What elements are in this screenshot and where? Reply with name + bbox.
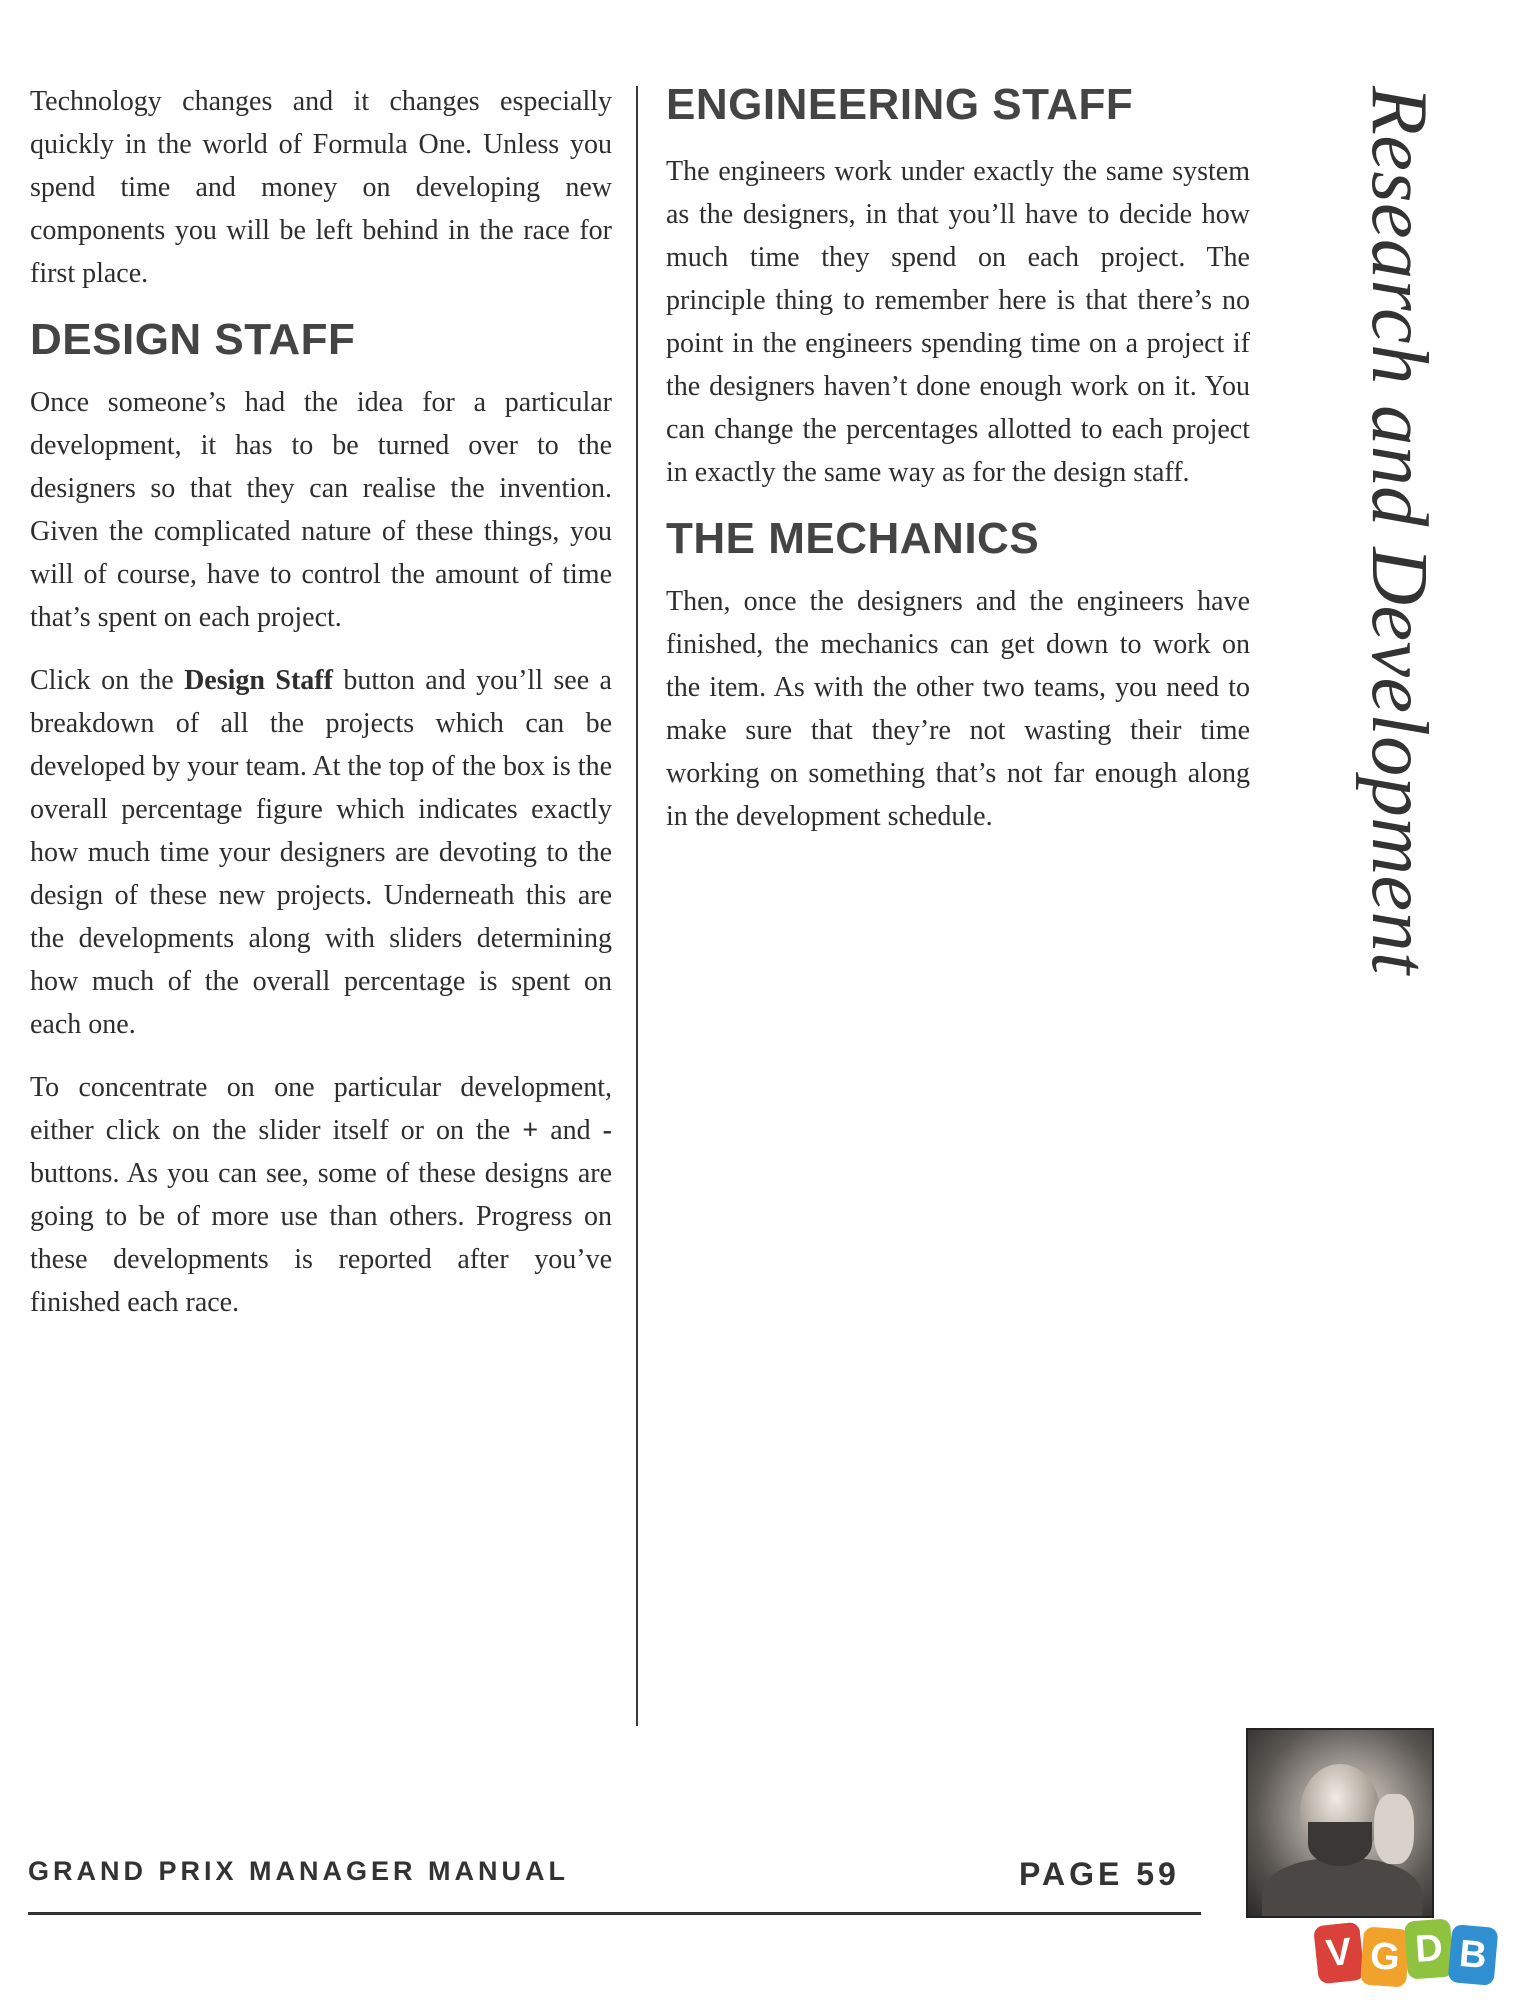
side-title <box>1354 86 1444 1336</box>
footer-manual-title: GRAND PRIX MANAGER MANUAL <box>28 1856 569 1886</box>
mechanics-heading: THE MECHANICS <box>666 514 1040 563</box>
para3-text-after: buttons. As you can see, some of these designs are going to be of more use than others. Progress on these developments is reported after you’ve finished each race. <box>30 1158 612 1318</box>
design-staff-paragraph-1: Once someone’s had the idea for a particular development, it has to be turned over to the designers so that they can realise the invention. Given the complicated nature of these things, you will of course, have to control the amount of time that’s spent on each project. <box>30 387 612 633</box>
person-photo <box>1246 1728 1434 1918</box>
design-staff-paragraph-2 <box>30 659 612 1046</box>
logo-tile-d: D <box>1404 1918 1454 1979</box>
logo-tile-g: G <box>1360 1926 1410 1987</box>
logo-tile-v: V <box>1313 1922 1365 1984</box>
column-divider <box>636 86 638 1726</box>
photo-beard <box>1308 1822 1372 1866</box>
design-staff-button-reference: Design Staff <box>184 665 333 696</box>
para3-text-middle: and <box>538 1115 603 1146</box>
side-title-text: Research and Development <box>1355 86 1443 975</box>
para3-text-before: To concentrate on one particular development, either click on the slider itself or on the <box>30 1072 612 1146</box>
minus-button-reference: - <box>602 1115 612 1146</box>
engineering-staff-paragraph: The engineers work under exactly the same system as the designers, in that you’ll have to decide how much time they spend on each project. The principle thing to remember here is that there’s no point in the engineers spending time on a project if the designers haven’t done enough work on it. You can change the percentages allotted to each project in exactly the same way as for the design staff. <box>666 156 1250 488</box>
design-staff-heading: DESIGN STAFF <box>30 315 356 364</box>
footer-rule <box>28 1912 1201 1915</box>
para2-text-after: button and you’ll see a breakdown of all the projects which can be developed by your team. At the top of the box is the overall percentage figure which indicates exactly how much time your designers are devoting to the design of these new projects. Underneath this are the developments along with sliders determining how much of the overall percentage is spent on each one. <box>30 665 612 1040</box>
photo-body <box>1262 1858 1422 1918</box>
left-column <box>30 80 612 1344</box>
plus-button-reference: + <box>522 1115 539 1146</box>
vgdb-watermark-logo <box>1306 1914 1502 1986</box>
intro-paragraph: Technology changes and it changes especially quickly in the world of Formula One. Unless you spend time and money on developing new components you will be left behind in the race for first place. <box>30 86 612 289</box>
photo-hand <box>1374 1794 1414 1864</box>
logo-tile-b: B <box>1448 1924 1499 1986</box>
design-staff-paragraph-3 <box>30 1066 612 1324</box>
para2-text-before: Click on the <box>30 665 185 696</box>
engineering-staff-heading: ENGINEERING STAFF <box>666 80 1134 129</box>
mechanics-paragraph: Then, once the designers and the engineers have finished, the mechanics can get down to work on the item. As with the other two teams, you need to make sure that they’re not wasting their time working on something that’s not far enough along in the development schedule. <box>666 586 1250 832</box>
footer-page-number: PAGE 59 <box>1019 1856 1180 1892</box>
right-column <box>666 80 1250 858</box>
